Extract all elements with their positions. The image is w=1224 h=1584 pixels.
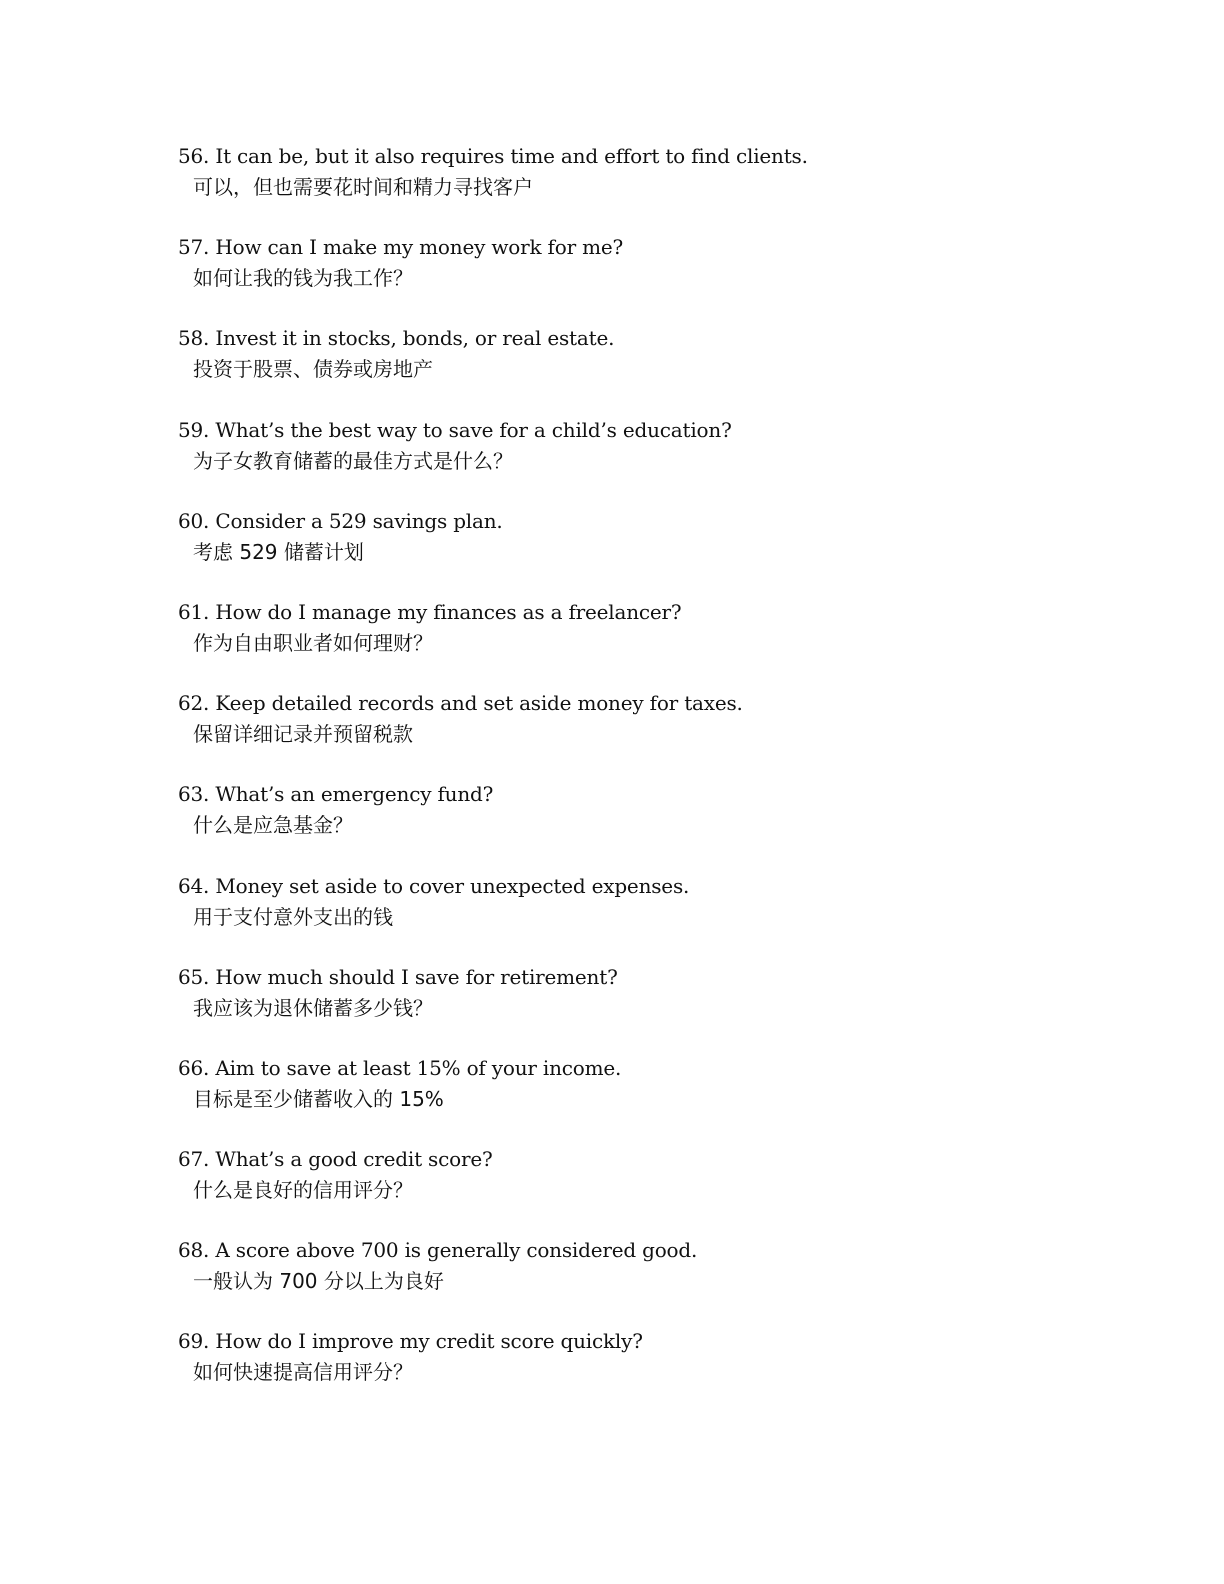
list-item bbox=[178, 870, 1118, 961]
chinese-line: 考虑 529 储蓄计划 bbox=[193, 539, 364, 564]
chinese-line: 用于支付意外支出的钱 bbox=[193, 904, 393, 929]
list-item bbox=[178, 778, 1118, 869]
list-item bbox=[178, 505, 1118, 596]
list-item bbox=[178, 1052, 1118, 1143]
chinese-line: 作为自由职业者如何理财？ bbox=[193, 630, 433, 655]
list-item bbox=[178, 961, 1118, 1052]
english-line: 65. How much should I save for retirement? bbox=[178, 964, 618, 989]
chinese-line: 我应该为退休储蓄多少钱？ bbox=[193, 995, 433, 1020]
chinese-line: 一般认为 700 分以上为良好 bbox=[193, 1269, 444, 1294]
english-line: 63. What’s an emergency fund? bbox=[178, 782, 494, 807]
english-line: 61. How do I manage my finances as a freelancer? bbox=[178, 599, 682, 624]
english-line: 66. Aim to save at least 15% of your income. bbox=[178, 1055, 622, 1080]
english-line: 62. Keep detailed records and set aside money for taxes. bbox=[178, 691, 743, 716]
english-line: 68. A score above 700 is generally considered good. bbox=[178, 1238, 698, 1263]
chinese-line: 什么是良好的信用评分？ bbox=[193, 1178, 413, 1203]
list-item bbox=[178, 1143, 1118, 1234]
chinese-line: 如何让我的钱为我工作？ bbox=[193, 266, 413, 291]
list-item bbox=[178, 596, 1118, 687]
english-line: 64. Money set aside to cover unexpected expenses. bbox=[178, 873, 690, 898]
list-item bbox=[178, 687, 1118, 778]
list-item bbox=[178, 231, 1118, 322]
english-line: 69. How do I improve my credit score quickly? bbox=[178, 1329, 643, 1354]
english-line: 59. What’s the best way to save for a child’s education? bbox=[178, 417, 732, 442]
chinese-line: 为子女教育储蓄的最佳方式是什么？ bbox=[193, 448, 513, 473]
list-item bbox=[178, 322, 1118, 413]
chinese-line: 如何快速提高信用评分？ bbox=[193, 1360, 413, 1385]
english-line: 58. Invest it in stocks, bonds, or real estate. bbox=[178, 326, 615, 351]
list-item bbox=[178, 1325, 1118, 1416]
chinese-line: 可以，但也需要花时间和精力寻找客户 bbox=[193, 175, 533, 199]
chinese-line: 投资于股票、债券或房地产 bbox=[193, 357, 433, 382]
qa-list bbox=[178, 140, 1118, 1417]
chinese-line: 保留详细记录并预留税款 bbox=[193, 722, 413, 747]
list-item bbox=[178, 1234, 1118, 1325]
list-item bbox=[178, 414, 1118, 505]
chinese-line: 什么是应急基金？ bbox=[193, 813, 353, 838]
english-line: 57. How can I make my money work for me? bbox=[178, 235, 624, 260]
list-item bbox=[178, 140, 1118, 231]
english-line: 56. It can be, but it also requires time and effort to find clients. bbox=[178, 144, 808, 168]
english-line: 60. Consider a 529 savings plan. bbox=[178, 508, 503, 533]
chinese-line: 目标是至少储蓄收入的 15% bbox=[193, 1086, 444, 1111]
english-line: 67. What’s a good credit score? bbox=[178, 1147, 493, 1172]
